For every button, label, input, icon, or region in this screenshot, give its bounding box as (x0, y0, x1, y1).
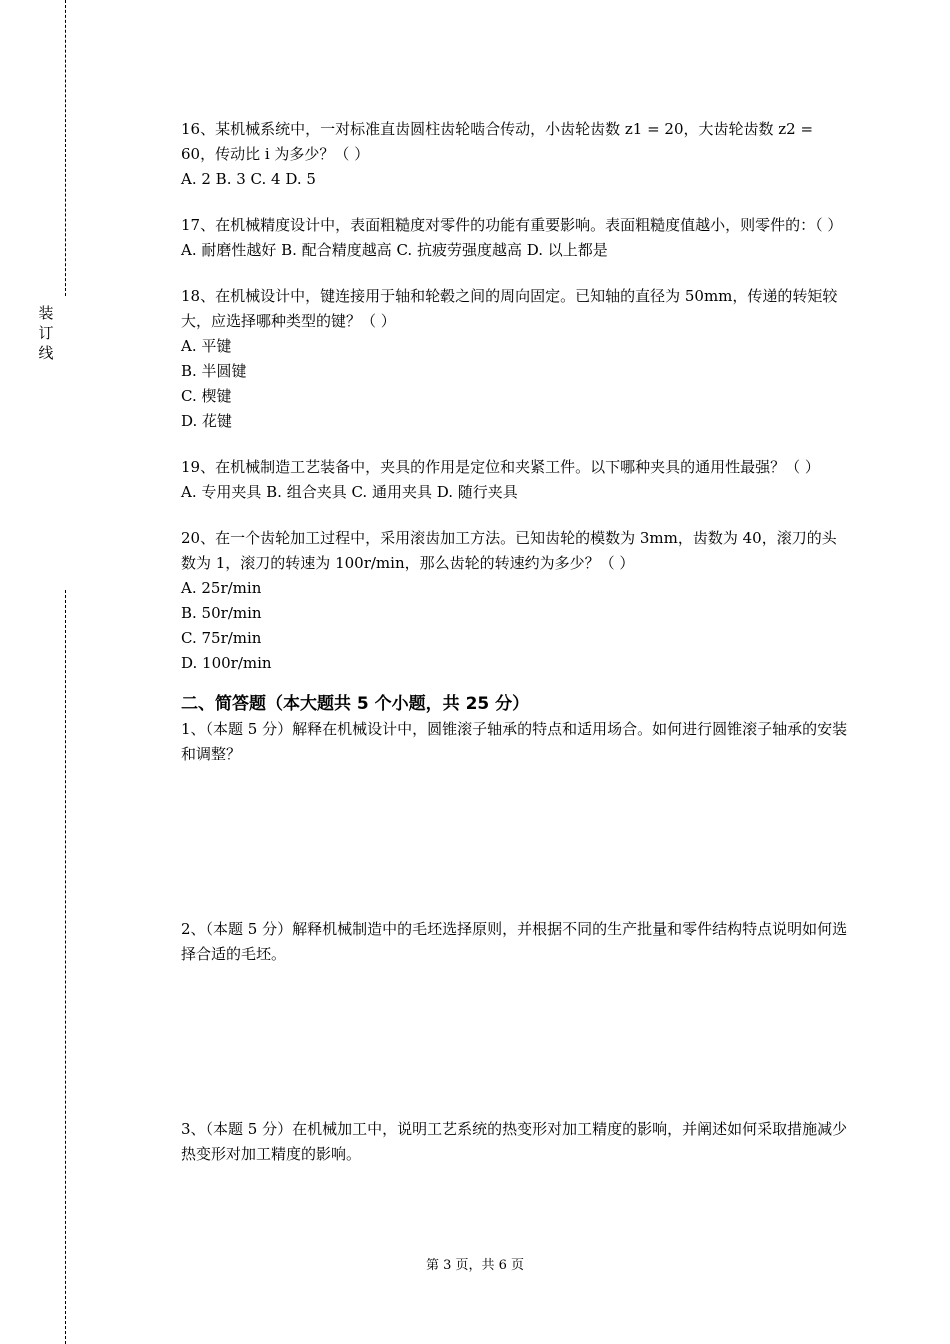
question-stem: 20、在一个齿轮加工过程中，采用滚齿加工方法。已知齿轮的模数为 3mm，齿数为 40，滚刀的头数为 1，滚刀的转速为 100r/min，那么齿轮的转速约为多少？（ ） (181, 529, 837, 572)
option-a: A. 平键 (181, 337, 232, 355)
question-stem: 18、在机械设计中，键连接用于轴和轮毂之间的周向固定。已知轴的直径为 50mm，传递的转矩较大，应选择哪种类型的键？（ ） (181, 287, 838, 330)
binding-char: 线 (38, 344, 54, 362)
question-20 (181, 526, 849, 676)
option-c: C. 75r/min (181, 629, 262, 647)
short-answer-3 (181, 1117, 849, 1167)
question-16 (181, 117, 849, 192)
option-d: D. 100r/min (181, 654, 272, 672)
option-b: B. 50r/min (181, 604, 262, 622)
question-19 (181, 455, 849, 505)
binding-char: 装 (38, 304, 54, 322)
binding-dashed-line-top (65, 0, 66, 296)
question-18 (181, 284, 849, 434)
exam-content (181, 117, 849, 1167)
option-b: B. 半圆键 (181, 362, 247, 380)
question-options: A. 2 B. 3 C. 4 D. 5 (181, 170, 316, 188)
short-answer-1 (181, 717, 849, 917)
binding-char: 订 (38, 324, 54, 342)
short-answer-2 (181, 917, 849, 1117)
option-c: C. 楔键 (181, 387, 232, 405)
option-a: A. 25r/min (181, 579, 262, 597)
binding-dashed-line-bottom (65, 590, 66, 1344)
question-stem: 16、某机械系统中，一对标准直齿圆柱齿轮啮合传动，小齿轮齿数 z1 = 20，大齿轮齿数 z2 = 60，传动比 i 为多少？（ ） (181, 120, 814, 163)
short-answer-stem: 2、（本题 5 分）解释机械制造中的毛坯选择原则，并根据不同的生产批量和零件结构特点说明如何选择合适的毛坯。 (181, 920, 848, 963)
short-answer-stem: 1、（本题 5 分）解释在机械设计中，圆锥滚子轴承的特点和适用场合。如何进行圆锥滚子轴承的安装和调整？ (181, 720, 848, 763)
binding-line-label (38, 303, 54, 363)
question-stem: 17、在机械精度设计中，表面粗糙度对零件的功能有重要影响。表面粗糙度值越小，则零件的：（ ） (181, 216, 843, 234)
question-stem: 19、在机械制造工艺装备中，夹具的作用是定位和夹紧工件。以下哪种夹具的通用性最强？（ ） (181, 458, 820, 476)
option-d: D. 花键 (181, 412, 233, 430)
question-options: A. 专用夹具 B. 组合夹具 C. 通用夹具 D. 随行夹具 (181, 483, 518, 501)
short-answer-stem: 3、（本题 5 分）在机械加工中，说明工艺系统的热变形对加工精度的影响，并阐述如何采取措施减少热变形对加工精度的影响。 (181, 1120, 848, 1163)
question-options: A. 耐磨性越好 B. 配合精度越高 C. 抗疲劳强度越高 D. 以上都是 (181, 241, 608, 259)
page-number: 第 3 页，共 6 页 (425, 1258, 525, 1273)
section-title-short-answer: 二、简答题（本大题共 5 个小题，共 25 分） (181, 694, 530, 714)
question-17 (181, 213, 849, 263)
